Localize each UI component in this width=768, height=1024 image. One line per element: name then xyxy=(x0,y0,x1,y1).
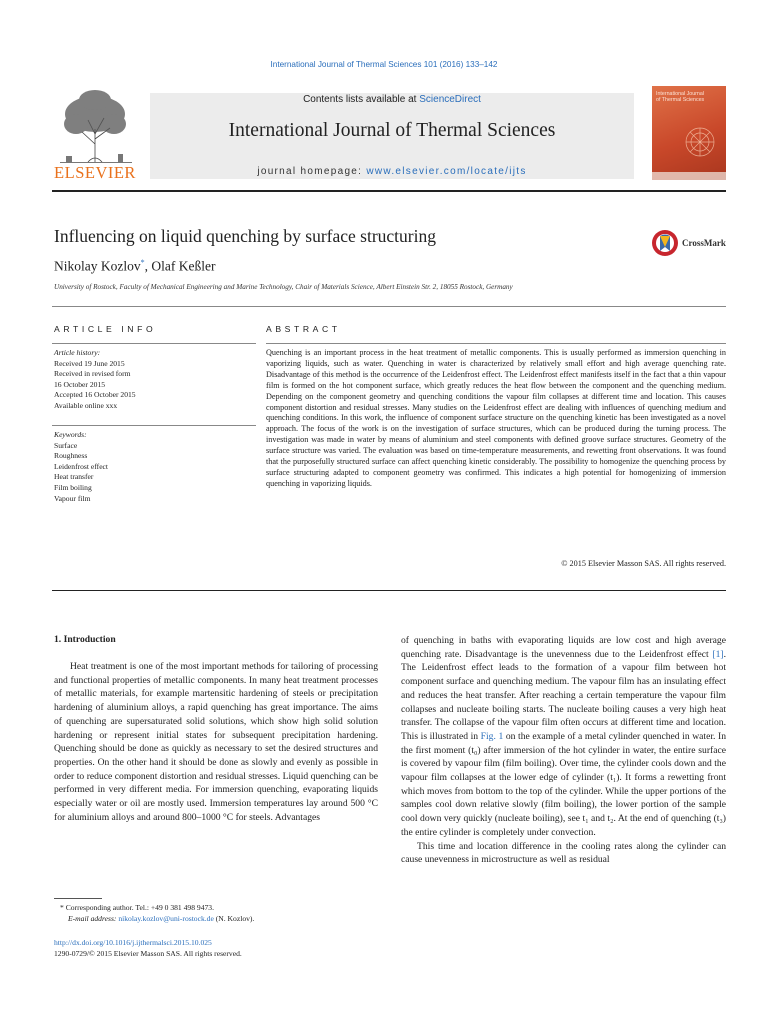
abstract-rule xyxy=(266,343,726,344)
paragraph-text: . The Leidenfrost effect leads to the formation of a vapour film between hot component surface and quenching medium. The vapour film has an insulating effect and reduces the heat transfer. After reaching a certain temperature the vapour film collapses and nucleate boiling starts. The nucleate boiling causes a very high heat transfer. The collapse of the vapour film often occurs at different time and location. This is illustrated in xyxy=(401,648,726,742)
body-paragraph xyxy=(401,634,726,840)
doi-block xyxy=(54,938,374,960)
contents-line xyxy=(150,94,634,105)
body-paragraph: This time and location difference in the cooling rates along the cylinder can cause unevenness in microstructure as well as residual xyxy=(401,840,726,866)
journal-citation[interactable]: International Journal of Thermal Sciences 101 (2016) 133–142 xyxy=(270,60,498,69)
keyword: Vapour film xyxy=(54,493,91,503)
footnote-rule xyxy=(54,898,102,899)
issn-line: 1290-0729/© 2015 Elsevier Masson SAS. All rights reserved. xyxy=(54,948,242,958)
abstract-bottom-rule xyxy=(52,590,726,591)
history-line: 16 October 2015 xyxy=(54,379,106,389)
keywords-rule xyxy=(52,425,256,426)
keyword: Film boiling xyxy=(54,482,92,492)
homepage-prefix: journal homepage: xyxy=(257,166,367,177)
history-label: Article history: xyxy=(54,348,101,357)
footnote-mark: * xyxy=(60,903,64,912)
email-suffix: (N. Kozlov). xyxy=(213,913,255,923)
keywords-label: Keywords: xyxy=(54,430,87,439)
author-name: Olaf Keßler xyxy=(151,258,216,274)
history-line: Accepted 16 October 2015 xyxy=(54,390,136,400)
keyword: Leidenfrost effect xyxy=(54,461,109,471)
body-paragraph: Heat treatment is one of the most important methods for tailoring of processing and functional properties of metallic components. In many heat treatment processes of metallic materials, for example martensitic hardening of steels or precipitation hardening of aluminium alloys, a rapid quenching has great importance. The aims of quenching are supersaturated solid solutions, which show high solid solution hardening or represent initial states for subsequent precipitation hardening. Quenching should be done as quickly as necessary to set the desired structures and properties. On the other hand it should be done as slowly and evenly as possible in order to reduce component distortion and residual stresses. Liquid quenching can be performed in very different media. For immersion quenching, evaporating liquids especially water or oil are mostly used. Immersion temperatures lay around 500 °C for aluminium alloys and around 800–1000 °C for steels. Advantages xyxy=(54,661,378,823)
history-line: Received in revised form xyxy=(54,369,131,379)
email-label: E-mail address: xyxy=(68,913,119,923)
article-info-rule xyxy=(52,343,256,344)
paragraph-text: on the example of a metal cylinder quenched in water. In the first moment (t₀) after immersion of the hot cylinder in water, the entire surface is covered by vapour film (film boiling). Over time, the cylinder cools down and the vapour film collapses at the lower edge of cylinder (t₁). It forms a rewetting front which moves from bottom to the top of the cylinder. While the upper portions of the samples cool down relative slowly (film boiling), the lower portion of the sample cool down very quickly (nucleate boiling), see t₁ and t₂. At the end of quenching (t₃) the entire cylinder is completely under convection. xyxy=(401,730,726,838)
header-rule xyxy=(52,190,726,192)
author-affiliation: University of Rostock, Faculty of Mechanical Engineering and Marine Technology, Chair of Materials Science, Albert Einstein Str. 2, 18055 Rostock, Germany xyxy=(54,283,513,291)
figure-link[interactable]: Fig. 1 xyxy=(480,730,504,742)
homepage-link[interactable]: www.elsevier.com/locate/ijts xyxy=(366,166,527,177)
abstract-copyright: © 2015 Elsevier Masson SAS. All rights reserved. xyxy=(561,559,726,568)
author-name: Nikolay Kozlov xyxy=(54,258,141,274)
section-heading-introduction: 1. Introduction xyxy=(54,634,116,645)
keyword: Surface xyxy=(54,440,78,450)
crossmark-label: CrossMark xyxy=(682,238,726,248)
section-rule xyxy=(52,306,726,307)
cover-title: International Journal of Thermal Sciences xyxy=(656,91,705,103)
sciencedirect-link[interactable]: ScienceDirect xyxy=(419,94,481,105)
keyword: Heat transfer xyxy=(54,472,94,482)
history-line: Received 19 June 2015 xyxy=(54,358,125,368)
keywords-list xyxy=(54,430,254,504)
body-column-right xyxy=(401,634,726,867)
keyword: Roughness xyxy=(54,451,88,461)
history-line: Available online xxx xyxy=(54,400,118,410)
doi-link[interactable]: http://dx.doi.org/10.1016/j.ijthermalsci.2015.10.025 xyxy=(54,938,212,947)
footnote-line xyxy=(60,903,380,914)
footnote-line xyxy=(60,914,380,925)
homepage-line xyxy=(150,166,634,177)
article-info-heading: ARTICLE INFO xyxy=(54,324,157,334)
article-history xyxy=(54,348,254,412)
contents-prefix: Contents lists available at xyxy=(303,94,420,105)
abstract-heading: ABSTRACT xyxy=(266,324,341,334)
author-separator: , xyxy=(144,258,152,274)
elsevier-wordmark: ELSEVIER xyxy=(54,163,136,182)
footnote-text: Corresponding author. Tel.: +49 0 381 498 9473. xyxy=(63,903,214,912)
author-list xyxy=(54,258,215,275)
corresponding-author-mark[interactable]: * xyxy=(140,258,145,267)
paragraph-text: of quenching in baths with evaporating liquids are low cost and high average quenching rate. Disadvantage is the unevenness due to the Leidenfrost effect xyxy=(401,635,726,660)
reference-link[interactable]: [1] xyxy=(712,648,724,660)
email-link[interactable]: nikolay.kozlov@uni-rostock.de xyxy=(118,913,214,923)
journal-name: International Journal of Thermal Sciences xyxy=(228,120,556,141)
abstract-text: Quenching is an important process in the heat treatment of metallic components. This is usually performed as immersion quenching in vaporizing liquids, such as water. Quenching in water is characterized by relatively small effort and high average quenching rate. Disadvantage of this method is the occurrence of the Leidenfrost effect. The Leidenfrost effect manifests itself in the fact that a thin vapour film is formed on the hot component surface, which greatly reduces the heat flow between the component and the quenching medium. Depending on the component geometry and quenching conditions the vapour film collapses at different time and location. This causes component distortion and residual stresses. Many studies on the Leidenfrost effect are dealing with influences of quenching medium and quenching conditions. In this work, the influence of component surface structure on the quenching kinetic has been investigated as a novel approach. The focus of the work is on the investigation of surface structures, which can be produced during the turning process. The investigation was made in water by means of aluminium and steel components with defined groove surface structures. Geometry of the surface structure was varied. The evaluation was based on time-temperature measurements, and rewetting front observations. It was found that the purposefully structured surface can affect quenching kinetic considerably. The possibility to homogenize the quenching process by surface structuring adapted to component geometry was confirmed. This indicates a high potential for homogenizing of immersion quenching in vaporizing liquids. xyxy=(266,348,726,488)
corresponding-author-footnote xyxy=(60,903,380,925)
article-title: Influencing on liquid quenching by surface structuring xyxy=(54,226,436,246)
